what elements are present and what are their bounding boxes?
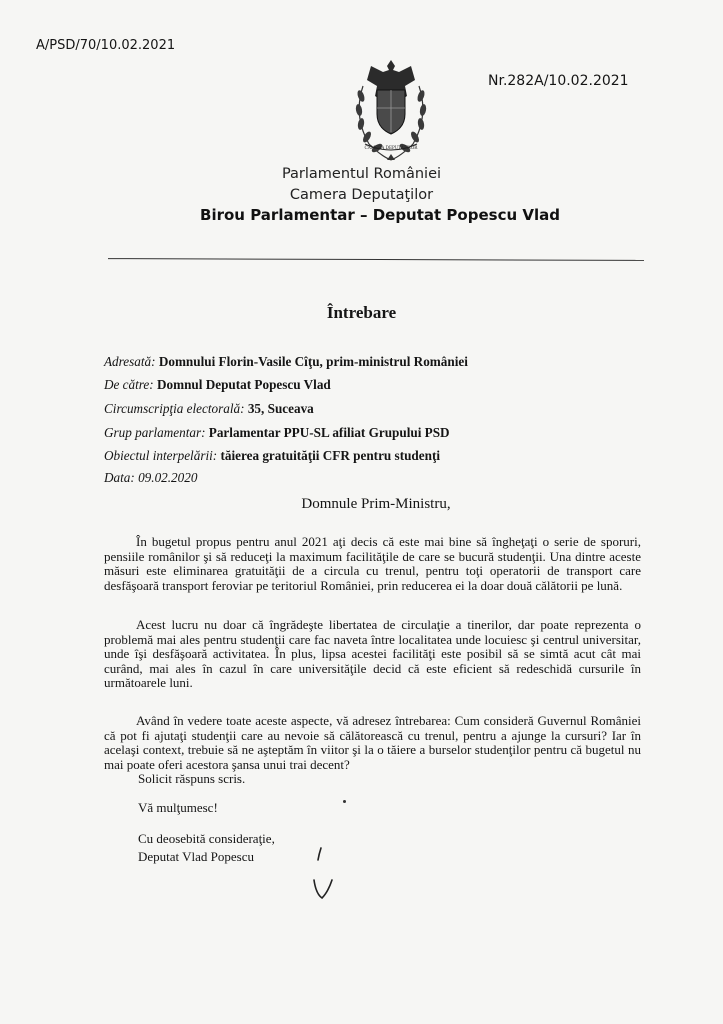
thanks-line: Vă mulţumesc!: [138, 800, 218, 815]
ink-dot: [343, 800, 346, 803]
document-title: Întrebare: [326, 303, 397, 322]
meta-date: [104, 470, 197, 486]
header-divider: [108, 258, 644, 261]
meta-label: Grup parlamentar:: [104, 425, 206, 440]
meta-label: Data:: [104, 470, 135, 485]
paragraph-text: În bugetul propus pentru anul 2021 aţi decis că este mai bine să îngheţaţi o serie de sporuri, pensiile românilor şi să reduceţi la maximum facilităţile de care se bucură studenţii. Una dintre aceste măsuri este eliminarea gratuităţii de a circula cu trenul, pentru toţi operatorii de transport care desfăşoară transport feroviar pe teritoriul României, prin reducerea ei la doar două călătorii pe lună.: [104, 534, 641, 593]
meta-label: De către:: [104, 377, 154, 392]
handwritten-signature-icon: [308, 842, 338, 914]
registration-number-right: Nr.282A/10.02.2021: [488, 73, 629, 89]
salutation: Domnule Prim-Ministru,: [301, 496, 451, 512]
regards-line: Cu deosebită consideraţie,: [138, 831, 275, 846]
body-paragraph: [104, 618, 641, 691]
meta-value: 35, Suceava: [247, 401, 314, 416]
meta-parliamentary-group: [104, 425, 450, 441]
meta-value: 09.02.2020: [138, 470, 198, 485]
office-name: Birou Parlamentar – Deputat Popescu Vlad: [200, 206, 560, 224]
signatory-name: Deputat Vlad Popescu: [138, 849, 255, 864]
meta-label: Circumscripţia electorală:: [104, 401, 245, 416]
body-paragraph: [104, 714, 641, 772]
meta-addressee: [104, 354, 468, 370]
chamber-name: Camera Deputaţilor: [289, 187, 434, 203]
reply-request: Solicit răspuns scris.: [138, 771, 246, 786]
meta-value: Domnului Florin-Vasile Cîţu, prim-ministrul României: [158, 354, 468, 369]
institution-name: Parlamentul României: [281, 166, 442, 182]
svg-text:CAMERA DEPUTATILOR: CAMERA DEPUTATILOR: [364, 145, 418, 150]
meta-value: tăierea gratuităţii CFR pentru studenţi: [220, 448, 440, 463]
chamber-of-deputies-emblem-icon: [349, 56, 433, 166]
meta-label: Adresată:: [104, 354, 156, 369]
body-paragraph: [104, 535, 641, 593]
paragraph-text: Având în vedere toate aceste aspecte, vă adresez întrebarea: Cum consideră Guvernul României că pot fi ajutaţi studenţii care au nevoie să călătorească cu trenul, pentru a ajunge la cursuri? Iar în acelaşi context, trebuie să ne aşteptăm în viitor şi la o tăiere a burselor studenţilor pentru că bugetul nu mai poate oferi acestora şansa unui trai decent?: [104, 713, 641, 772]
meta-subject: [104, 448, 440, 464]
paragraph-text: Acest lucru nu doar că îngrădeşte libertatea de circulaţie a tinerilor, dar poate reprezenta o problemă mai ales pentru studenţii care fac naveta între localitatea unde locuiesc şi centrul universitar, unde îşi desfăşoară activitatea. În plus, lipsa acestei facilităţi este posibil să se simtă acut cât mai curând, mai ales în cazul în care universităţile decid că este eficient să redeschidă cursurile în următoarele luni.: [104, 617, 641, 691]
meta-value: Parlamentar PPU-SL afiliat Grupului PSD: [208, 425, 450, 440]
registration-number-left: A/PSD/70/10.02.2021: [36, 38, 176, 53]
meta-sender: [104, 377, 331, 393]
meta-value: Domnul Deputat Popescu Vlad: [156, 377, 331, 392]
meta-label: Obiectul interpelării:: [104, 448, 218, 463]
meta-constituency: [104, 401, 314, 417]
